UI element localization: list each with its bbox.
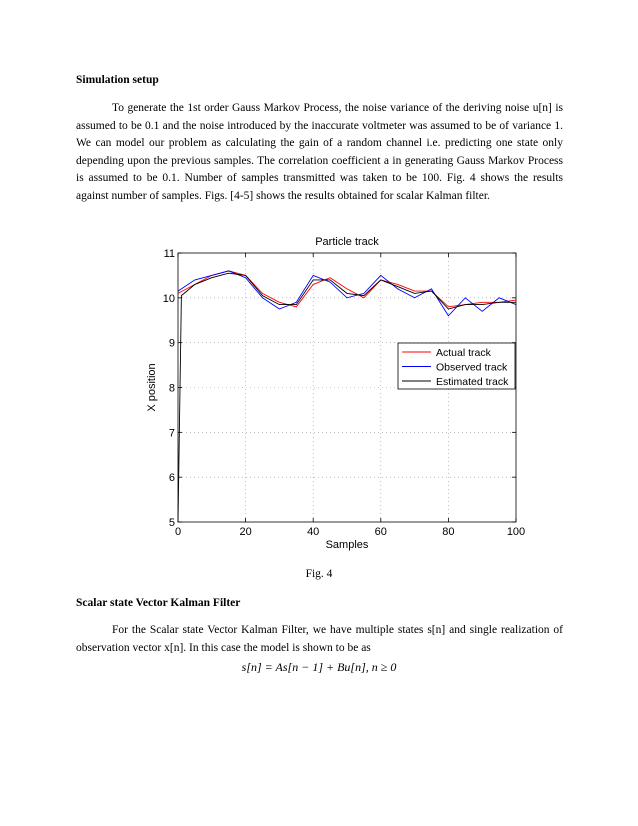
legend-label: Actual track [436, 347, 491, 359]
y-tick-label: 8 [168, 382, 175, 395]
y-tick-label: 10 [162, 292, 175, 305]
x-tick-label: 20 [239, 526, 252, 538]
y-tick-label: 7 [168, 427, 175, 440]
x-tick-label: 0 [174, 526, 182, 538]
state-equation: s[n] = As[n − 1] + Bu[n], n ≥ 0 [241, 660, 397, 674]
chart-title: Particle track [315, 236, 379, 248]
legend-label: Estimated track [436, 376, 509, 388]
y-tick-label: 5 [168, 517, 175, 529]
x-tick-label: 100 [506, 526, 526, 538]
simulation-setup-paragraph: To generate the 1st order Gauss Markov Process, the noise variance of the deriving noise u[n] is assumed to be 0.1 and the noise introduced by the inaccurate voltmeter was assumed to be of variance 1. We can model our problem as calculating the gain of a random channel i.e. predicting one state only depending upon the previous samples. The correlation coefficient a in generating Gauss Markov Process is assumed to be 0.1. Number of samples transmitted was taken to be 100. Fig. 4 shows the results against number of samples. Figs. [4-5] shows the results obtained for scalar Kalman filter. [76, 102, 563, 202]
y-tick-label: 6 [168, 472, 175, 485]
vector-kalman-paragraph: For the Scalar state Vector Kalman Filter, we have multiple states s[n] and single realization of observation vector x[n]. In this case the model is shown to be as [76, 624, 563, 654]
x-tick-label: 40 [307, 526, 320, 538]
x-tick-label: 60 [374, 526, 387, 538]
section-heading-vector-kalman: Scalar state Vector Kalman Filter [76, 597, 241, 609]
legend-label: Observed track [436, 361, 508, 374]
x-axis-label: Samples [325, 539, 369, 551]
section-heading-simulation-setup: Simulation setup [76, 74, 159, 86]
series-line-actual-track [178, 271, 516, 307]
y-tick-label: 11 [163, 248, 175, 260]
series-line-estimated-track [178, 273, 516, 522]
figure-caption: Fig. 4 [305, 568, 333, 580]
y-tick-label: 9 [168, 337, 175, 350]
x-tick-label: 80 [442, 526, 455, 538]
y-axis-label: X position [146, 363, 158, 412]
